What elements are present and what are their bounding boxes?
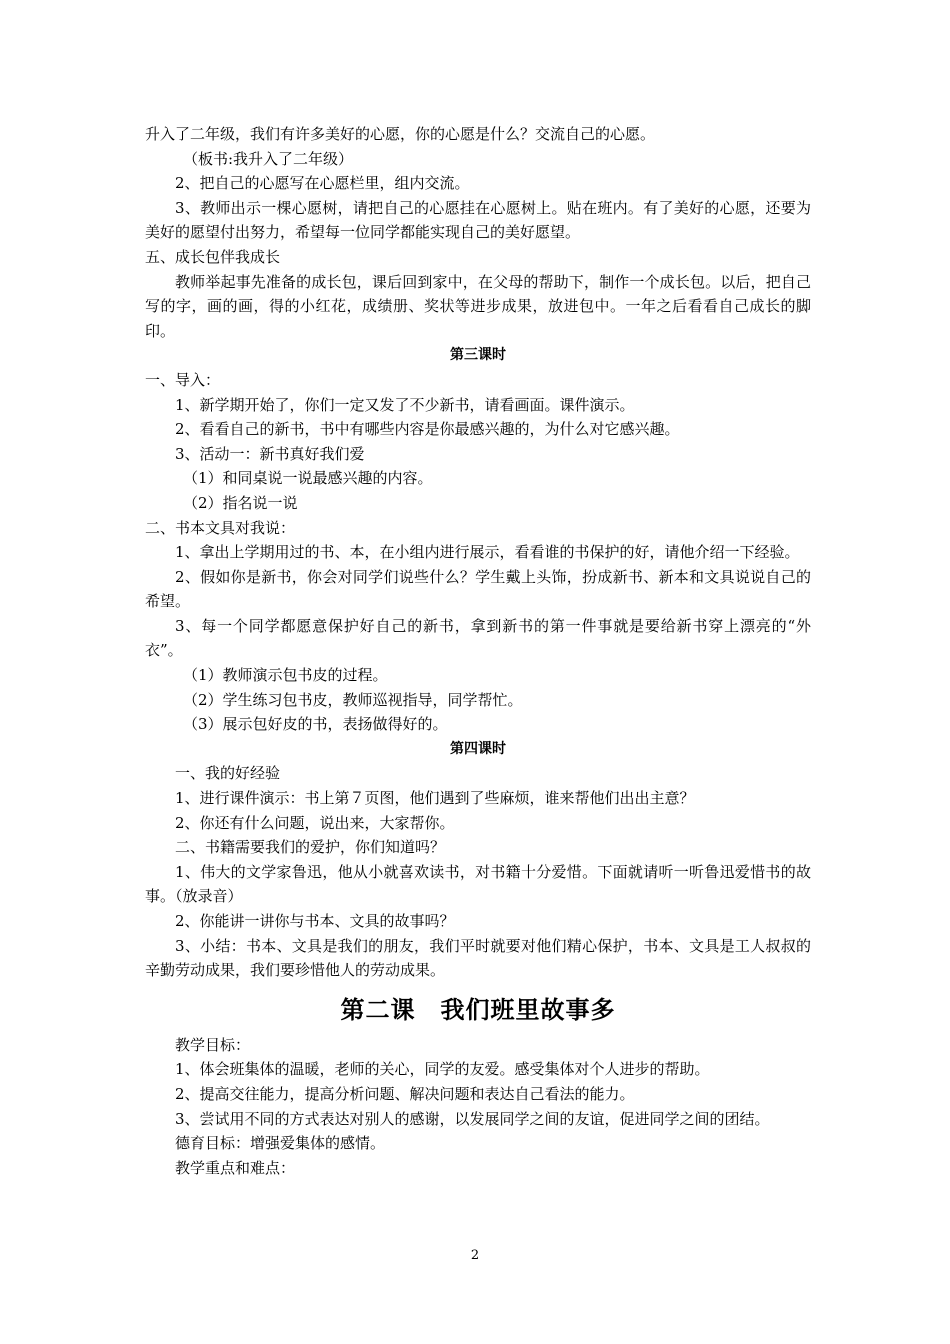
paragraph: 1、伟大的文学家鲁迅，他从小就喜欢读书，对书籍十分爱惜。下面就请听一听鲁迅爱惜书的故事。（放录音） bbox=[145, 862, 811, 906]
paragraph: 1、拿出上学期用过的书、本，在小组内进行展示，看看谁的书保护的好，请他介绍一下经验。 bbox=[175, 543, 800, 562]
paragraph: 3、尝试用不同的方式表达对别人的感谢，以发展同学之间的友谊，促进同学之间的团结。 bbox=[175, 1109, 770, 1128]
section-heading: 第三课时 bbox=[450, 347, 506, 364]
document-body bbox=[145, 122, 811, 1180]
paragraph: （1）教师演示包书皮的过程。 bbox=[183, 666, 388, 685]
paragraph: 2、看看自己的新书，书中有哪些内容是你最感兴趣的，为什么对它感兴趣。 bbox=[175, 420, 680, 439]
paragraph: （板书:我升入了二年级） bbox=[183, 149, 354, 168]
paragraph: 德育目标：增强爱集体的感情。 bbox=[175, 1134, 386, 1153]
paragraph: 教学目标： bbox=[175, 1035, 251, 1054]
paragraph: 3、每一个同学都愿意保护好自己的新书，拿到新书的第一件事就是要给新书穿上漂亮的“外衣”。 bbox=[145, 616, 811, 660]
paragraph: 3、活动一：新书真好我们爱 bbox=[175, 444, 365, 463]
paragraph: 二、书本文具对我说： bbox=[145, 518, 296, 537]
section-heading: 第四课时 bbox=[450, 740, 506, 757]
paragraph: （2）学生练习包书皮，教师巡视指导，同学帮忙。 bbox=[183, 690, 523, 709]
paragraph: 1、进行课件演示：书上第７页图，他们遇到了些麻烦，谁来帮他们出出主意？ bbox=[175, 789, 695, 808]
paragraph: 2、提高交往能力，提高分析问题、解决问题和表达自己看法的能力。 bbox=[175, 1084, 635, 1103]
paragraph: 教师举起事先准备的成长包，课后回到家中，在父母的帮助下，制作一个成长包。以后，把自己写的字，画的画，得的小红花，成绩册、奖状等进步成果，放进包中。一年之后看看自己成长的脚印。 bbox=[145, 272, 811, 340]
paragraph: 1、新学期开始了，你们一定又发了不少新书，请看画面。课件演示。 bbox=[175, 395, 635, 414]
paragraph: （1）和同桌说一说最感兴趣的内容。 bbox=[183, 469, 433, 488]
paragraph: （2）指名说一说 bbox=[183, 493, 298, 512]
paragraph: 二、书籍需要我们的爱护，你们知道吗？ bbox=[175, 838, 446, 857]
lesson-title: 第二课 我们班里故事多 bbox=[340, 994, 616, 1024]
paragraph: 五、成长包伴我成长 bbox=[145, 247, 281, 266]
paragraph: 3、小结：书本、文具是我们的朋友，我们平时就要对他们精心保护，书本、文具是工人叔叔的辛勤劳动成果，我们要珍惜他人的劳动成果。 bbox=[145, 936, 811, 980]
paragraph: 一、导入： bbox=[145, 370, 221, 389]
paragraph: 教学重点和难点： bbox=[175, 1158, 296, 1177]
paragraph: 2、把自己的心愿写在心愿栏里，组内交流。 bbox=[175, 174, 470, 193]
paragraph: （3）展示包好皮的书，表扬做得好的。 bbox=[183, 715, 448, 734]
paragraph: 1、体会班集体的温暖，老师的关心，同学的友爱。感受集体对个人进步的帮助。 bbox=[175, 1060, 710, 1079]
paragraph: 升入了二年级，我们有许多美好的心愿，你的心愿是什么？交流自己的心愿。 bbox=[145, 125, 656, 143]
paragraph: 一、我的好经验 bbox=[175, 764, 281, 783]
page-number: 2 bbox=[470, 1248, 480, 1263]
paragraph: 3、教师出示一棵心愿树，请把自己的心愿挂在心愿树上。贴在班内。有了美好的心愿，还要为美好的愿望付出努力，希望每一位同学都能实现自己的美好愿望。 bbox=[145, 198, 811, 242]
paragraph: 2、你还有什么问题，说出来，大家帮你。 bbox=[175, 813, 455, 832]
paragraph: 2、你能讲一讲你与书本、文具的故事吗？ bbox=[175, 912, 455, 930]
paragraph: 2、假如你是新书，你会对同学们说些什么？学生戴上头饰，扮成新书、新本和文具说说自己的希望。 bbox=[145, 567, 811, 611]
